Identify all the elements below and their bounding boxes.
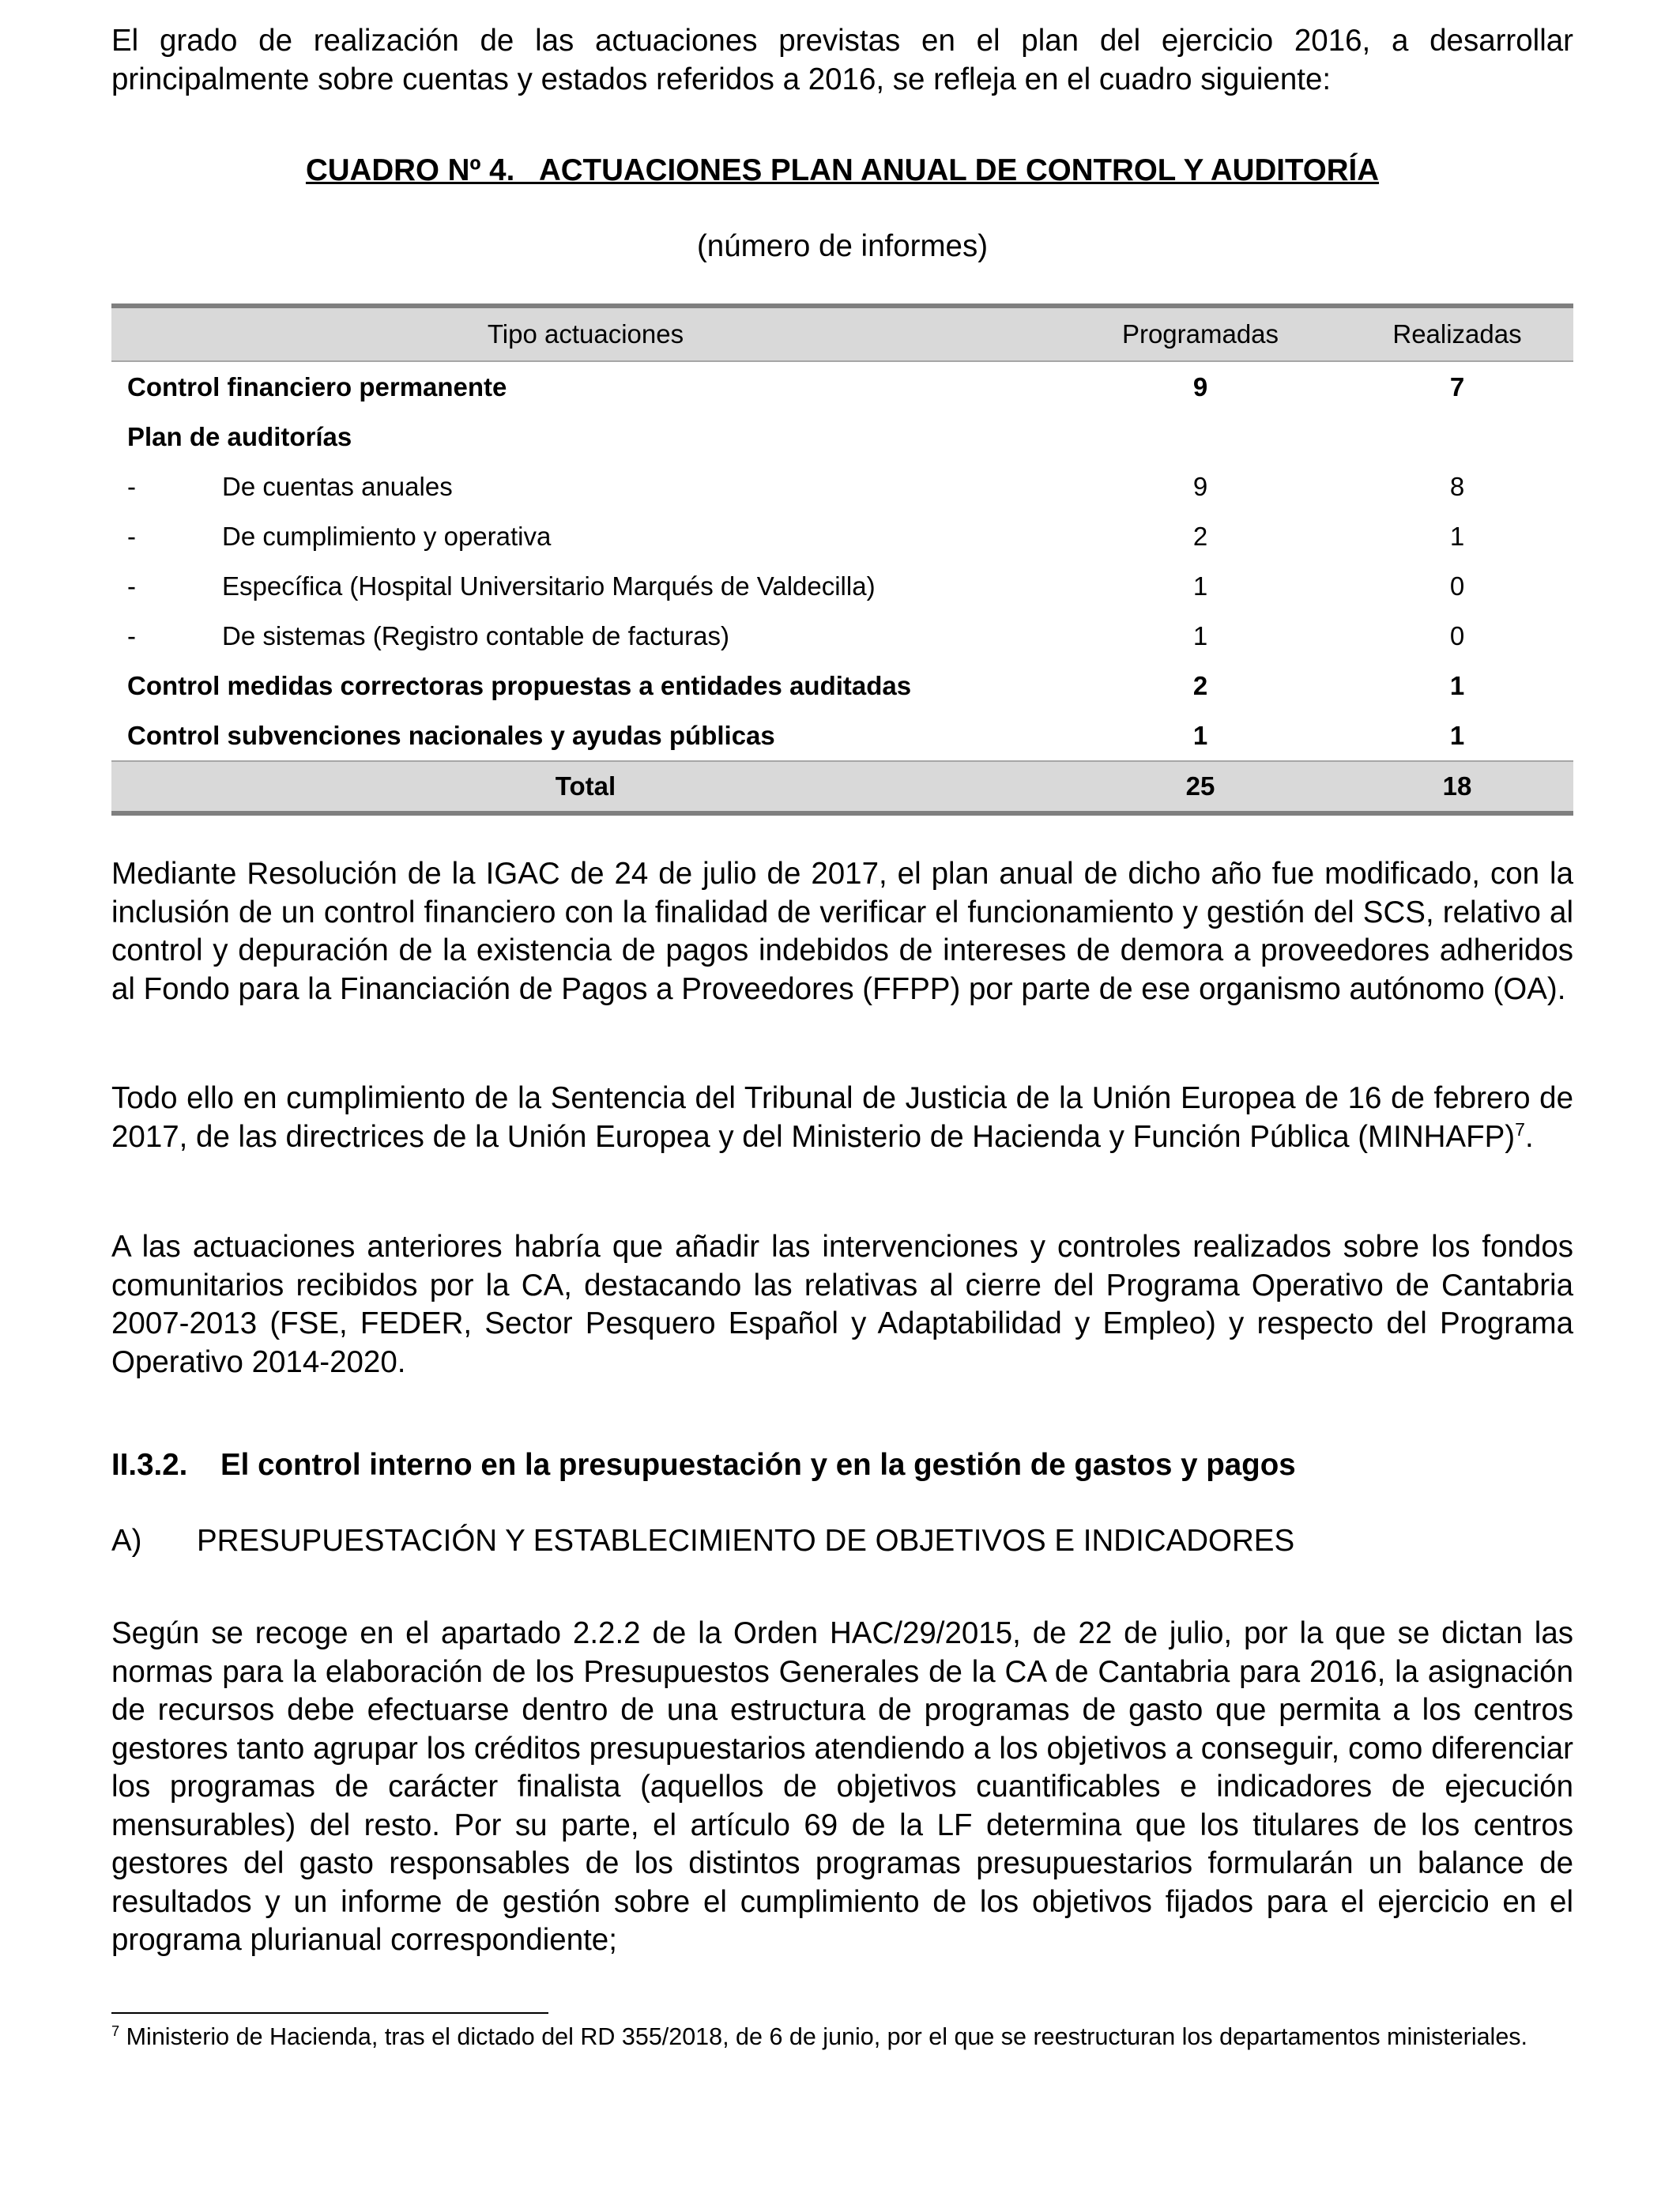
footnote-number: 7: [111, 2022, 120, 2039]
header-tipo: Tipo actuaciones: [111, 306, 1060, 361]
section-title: El control interno en la presupuestación y en la gestión de gastos y pagos: [220, 1448, 1296, 1482]
row-realizadas: 1: [1449, 670, 1465, 700]
header-realizadas: Realizadas: [1341, 306, 1573, 361]
table-total-row: [111, 761, 1573, 813]
row-realizadas: 8: [1449, 471, 1465, 501]
row-programadas: 2: [1192, 670, 1208, 700]
row-label: Específica (Hospital Universitario Marqués de Valdecilla): [222, 571, 876, 601]
footnote-separator: [111, 2012, 548, 2014]
row-programadas: 2: [1192, 521, 1208, 551]
row-programadas: 1: [1192, 720, 1208, 750]
row-programadas: 9: [1192, 371, 1208, 401]
table-row: [111, 412, 1573, 462]
row-realizadas: 1: [1449, 720, 1465, 750]
paragraph-sentencia-end: .: [1524, 1119, 1534, 1154]
paragraph-fondos: A las actuaciones anteriores habría que añadir las intervenciones y controles realizados sobre los fondos comunitarios recibidos por la CA, destacando las relativas al cierre del Programa Operativo de Cantabria 2007-2013 (FSE, FEDER, Sector Pesquero Español y Adaptabilidad y Empleo) y respecto del Programa Operativo 2014-2020.: [111, 1230, 1573, 1379]
table-row: [111, 611, 1573, 661]
total-label: Total: [111, 761, 1060, 813]
row-programadas: 1: [1192, 571, 1208, 601]
row-programadas: 1: [1192, 620, 1208, 650]
table-caption: CUADRO Nº 4. ACTUACIONES PLAN ANUAL DE CONTROL Y AUDITORÍA: [305, 153, 1380, 187]
section-number: II.3.2.: [111, 1448, 188, 1482]
paragraph-presupuestacion: Según se recoge en el apartado 2.2.2 de la Orden HAC/29/2015, de 22 de julio, por la que se dictan las normas para la elaboración de los Presupuestos Generales de la CA de Cantabria para 2016, la asignación de recursos debe efectuarse dentro de una estructura de programas de gasto que permita a los centros gestores tanto agrupar los créditos presupuestarios atendiendo a los objetivos a conseguir, como diferenciar los programas de carácter finalista (aquellos de objetivos cuantificables e indicadores de ejecución mensurables) del resto. Por su parte, el artículo 69 de la LF determina que los titulares de los centros gestores del gasto responsables de los distintos programas presupuestarios formularán un balance de resultados y un informe de gestión sobre el cumplimiento de los objetivos fijados para el ejercicio en el programa plurianual correspondiente;: [111, 1616, 1573, 1957]
row-label: De cumplimiento y operativa: [222, 521, 552, 551]
paragraph-sentencia-text: Todo ello en cumplimiento de la Sentencia del Tribunal de Justicia de la Unión Europea de 16 de febrero de 2017, de las directrices de la Unión Europea y del Ministerio de Hacienda y Función Pública (MINHAFP): [111, 1081, 1573, 1154]
table-row: [111, 462, 1573, 511]
table-row: [111, 561, 1573, 611]
subsection-title: PRESUPUESTACIÓN Y ESTABLECIMIENTO DE OBJETIVOS E INDICADORES: [197, 1524, 1295, 1558]
table-row: [111, 711, 1573, 761]
row-label: Plan de auditorías: [127, 421, 352, 451]
table-row: [111, 661, 1573, 711]
row-label: De sistemas (Registro contable de facturas): [222, 620, 729, 650]
paragraph-resolucion: Mediante Resolución de la IGAC de 24 de julio de 2017, el plan anual de dicho año fue modificado, con la inclusión de un control financiero con la finalidad de verificar el funcionamiento y gestión del SCS, relativo al control y depuración de la existencia de pagos indebidos de intereses de demora a proveedores adheridos al Fondo para la Financiación de Pagos a Proveedores (FFPP) por parte de ese organismo autónomo (OA).: [111, 857, 1573, 1006]
table-subcaption: (número de informes): [696, 229, 989, 263]
row-dash: -: [127, 620, 136, 650]
subsection-number: A): [111, 1524, 142, 1558]
footnote-ref[interactable]: 7: [1515, 1118, 1525, 1140]
section-heading: [111, 1448, 1573, 1483]
row-label: Control financiero permanente: [127, 371, 507, 401]
row-realizadas: 0: [1449, 620, 1465, 650]
paragraph-sentencia: [111, 1080, 1573, 1156]
row-dash: -: [127, 521, 136, 551]
row-programadas: 9: [1192, 471, 1208, 501]
header-programadas: Programadas: [1060, 306, 1341, 361]
row-dash: -: [127, 571, 136, 601]
row-realizadas: 0: [1449, 571, 1465, 601]
row-programadas: [1060, 412, 1341, 462]
intro-paragraph: El grado de realización de las actuaciones previstas en el plan del ejercicio 2016, a desarrollar principalmente sobre cuentas y estados referidos a 2016, se refleja en el cuadro siguiente:: [111, 24, 1573, 96]
row-realizadas: [1341, 412, 1573, 462]
row-realizadas: 7: [1449, 371, 1465, 401]
table-header-row: [111, 306, 1573, 361]
table-row: [111, 361, 1573, 412]
row-realizadas: 1: [1449, 521, 1465, 551]
row-label: De cuentas anuales: [222, 471, 453, 501]
subsection-heading: [111, 1524, 1573, 1559]
footnote: [111, 2022, 1573, 2052]
row-label: Control medidas correctoras propuestas a entidades auditadas: [127, 670, 912, 700]
table-row: [111, 511, 1573, 561]
actuaciones-table: [111, 303, 1573, 816]
total-realizadas: 18: [1341, 761, 1573, 813]
footnote-text: Ministerio de Hacienda, tras el dictado del RD 355/2018, de 6 de junio, por el que se reestructuran los departamentos ministeriales.: [119, 2023, 1528, 2050]
row-label: Control subvenciones nacionales y ayudas públicas: [127, 720, 775, 750]
row-dash: -: [127, 471, 136, 501]
total-programadas: 25: [1060, 761, 1341, 813]
